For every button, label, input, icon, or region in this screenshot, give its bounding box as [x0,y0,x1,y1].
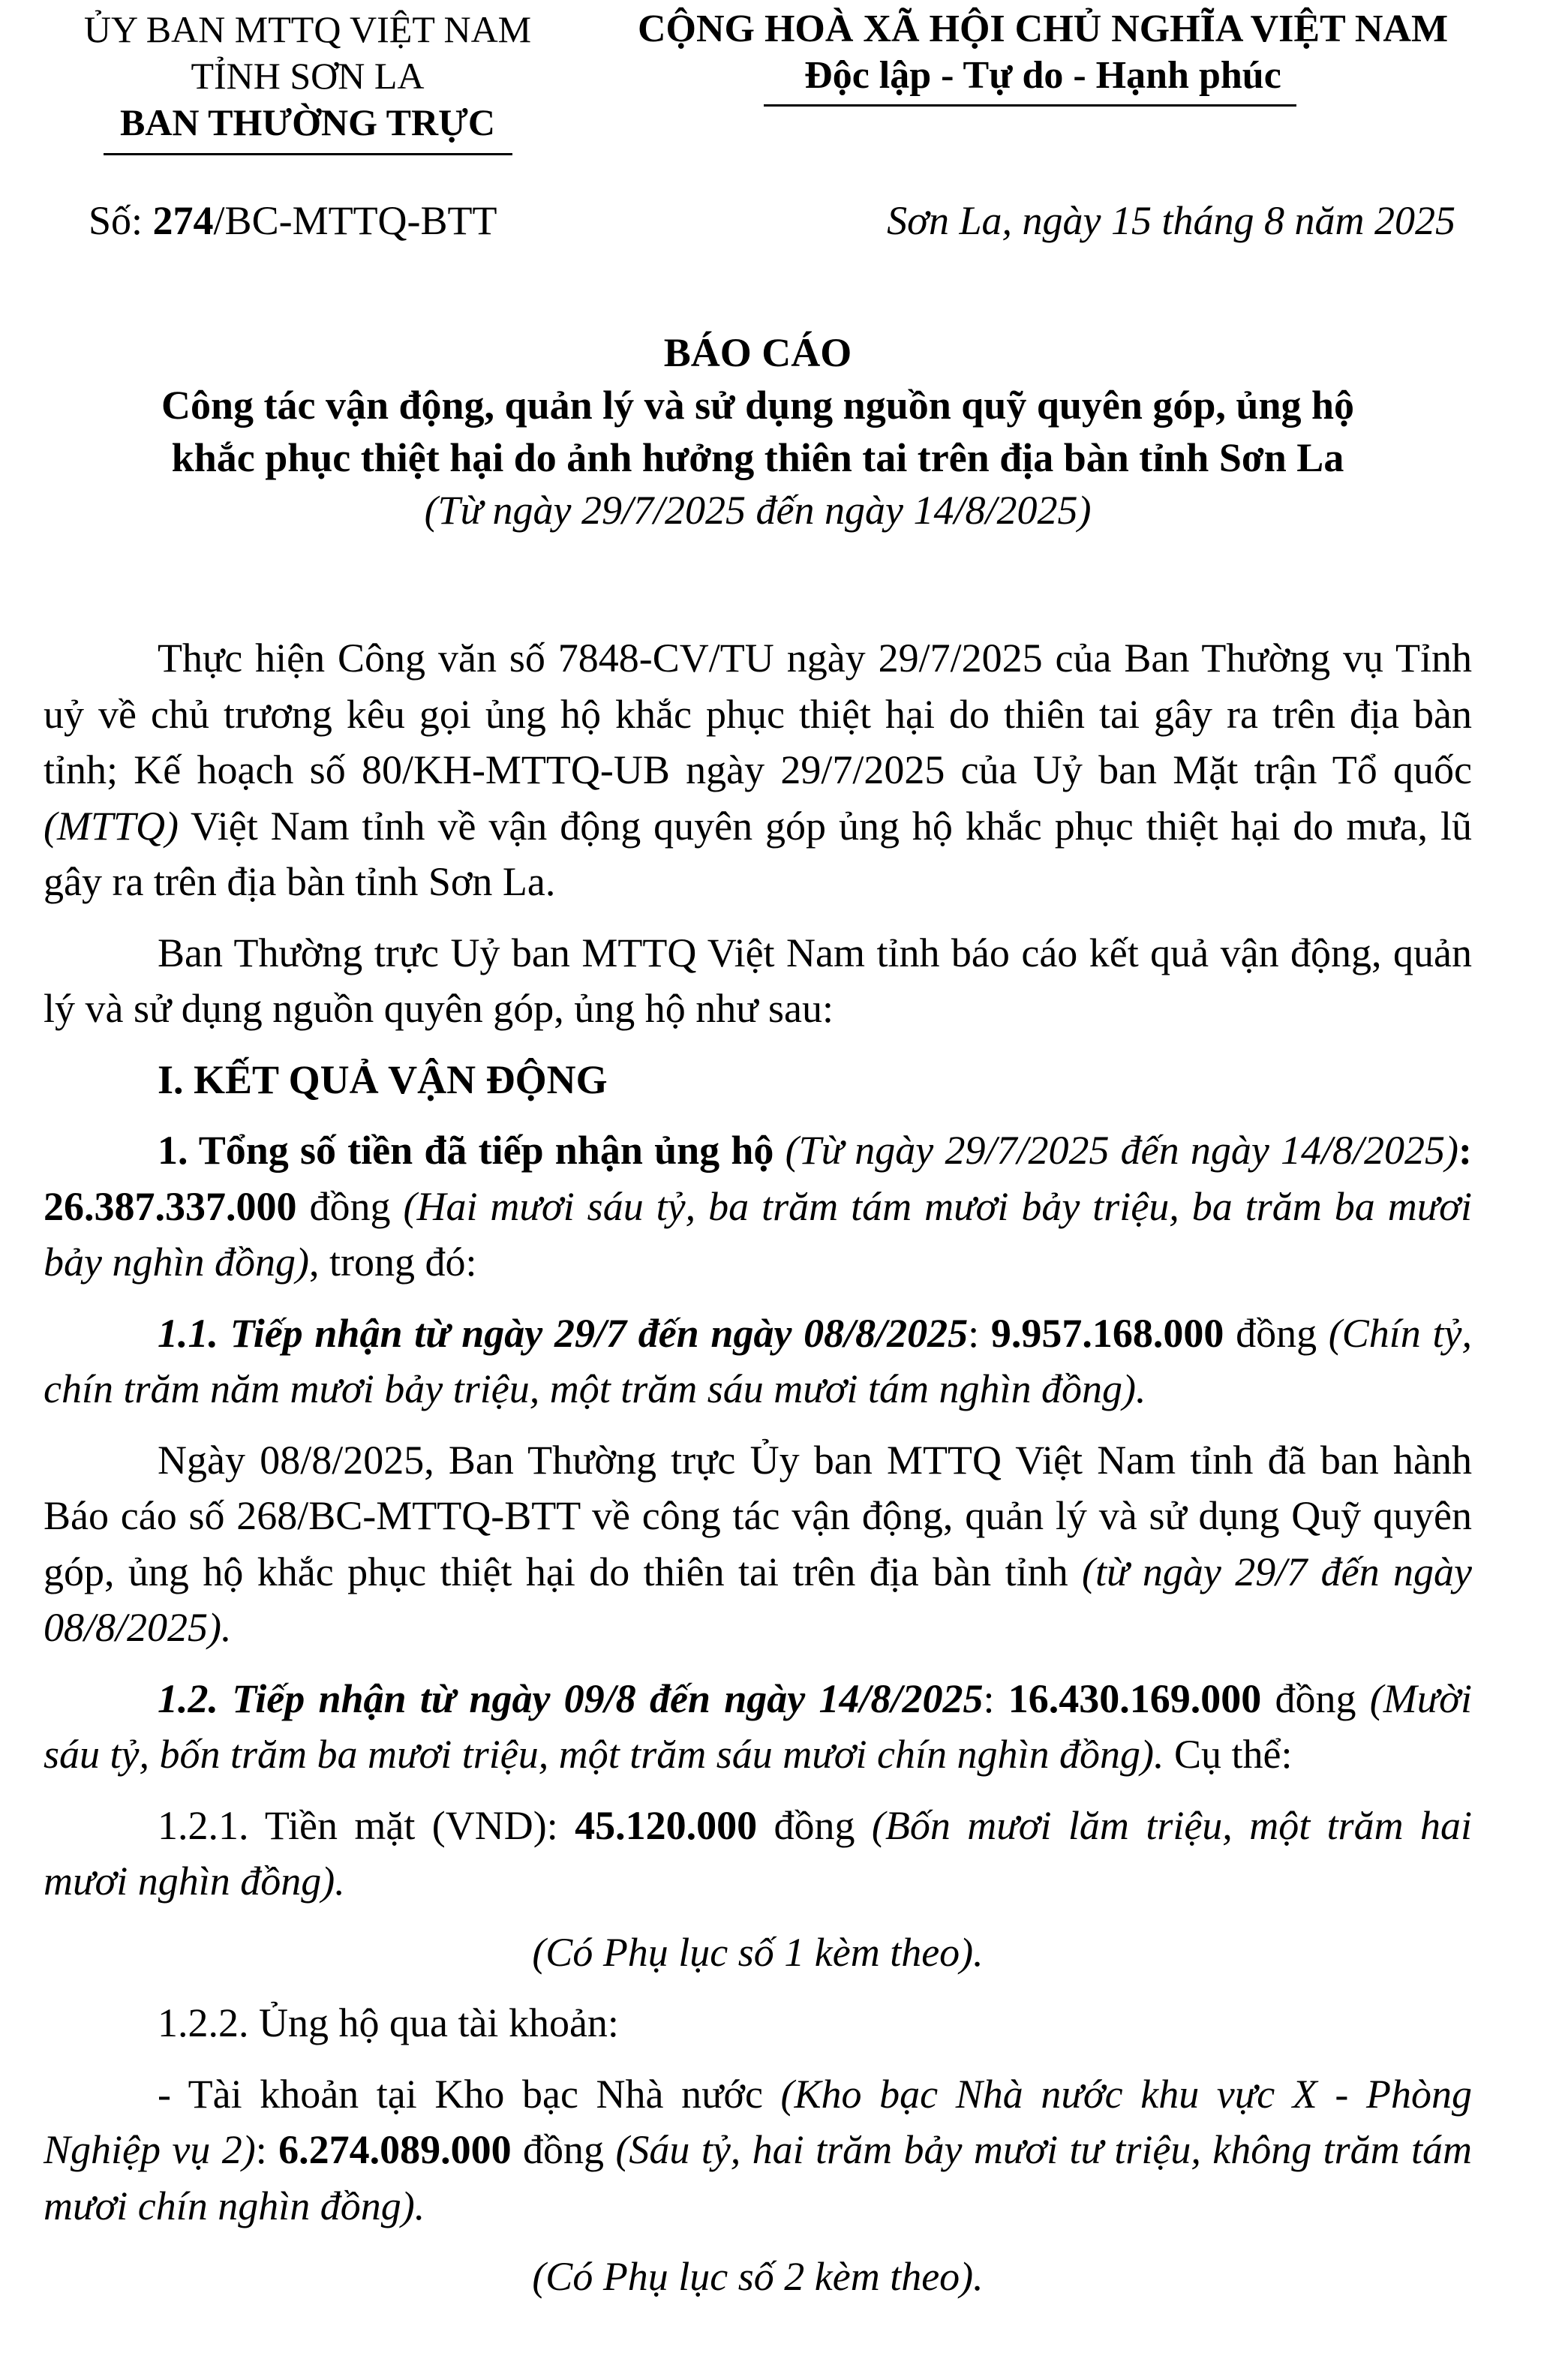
issuing-organization [45,6,570,146]
item-1-unit: đồng [296,1183,404,1229]
treasury-words: (Sáu tỷ, hai trăm bảy mươi tư triệu, không trăm tám mươi chín nghìn đồng). [44,2127,1473,2228]
nation-line-1: CỘNG HOÀ XÃ HỘI CHỦ NGHĨA VIỆT NAM [637,8,1449,50]
item-1-total [44,1122,1472,1291]
paragraph-previous-report [44,1432,1472,1656]
org-underline [104,153,512,155]
title-line-2: khắc phục thiệt hại do ảnh hưởng thiên tai trên địa bàn tỉnh Sơn La [171,435,1344,480]
treasury-account [44,2066,1472,2234]
org-line-3: BAN THƯỜNG TRỰC [119,101,496,143]
appendix-note-2: (Có Phụ lục số 2 kèm theo). [532,2254,984,2299]
item-1-2-2: 1.2.2. Ủng hộ qua tài khoản: [158,2000,619,2045]
report-body [44,630,1472,2320]
item-1-amount: : 26.387.337.000 [44,1128,1472,1229]
document-number [89,197,497,245]
motto-underline [764,104,1296,107]
basis-abbr: (MTTQ) [44,803,179,849]
item-1-1-words: (Chín tỷ, chín trăm năm mươi bảy triệu, một trăm sáu mươi tám nghìn đồng). [44,1310,1472,1411]
org-line-2: TỈNH SƠN LA [191,55,425,97]
paragraph-intro: Ban Thường trực Uỷ ban MTTQ Việt Nam tỉnh báo cáo kết quả vận động, quản lý và sử dụng nguồn quyên góp, ủng hộ như sau: [44,930,1472,1031]
item-1-2-colon: : [983,1675,1008,1721]
item-1-2-tail: Cụ thể: [1164,1732,1293,1777]
treasury-label: - Tài khoản tại Kho bạc Nhà nước [158,2071,781,2117]
title-line-1: Công tác vận động, quản lý và sử dụng nguồn quỹ quyên góp, ủng hộ [161,383,1355,428]
place-and-date: Sơn La, ngày 15 tháng 8 năm 2025 [887,198,1455,243]
previous-report-text: Ngày 08/8/2025, Ban Thường trực Ủy ban MTTQ Việt Nam tỉnh đã ban hành Báo cáo số 268/BC-MTTQ-BTT về công tác vận động, quản lý và sử dụng Quỹ quyên góp, ủng hộ khắc phục thiệt hại do thiên tai trên địa bàn tỉnh [44,1437,1472,1594]
item-1-2-1-label: 1.2.1. Tiền mặt (VND): [158,1802,575,1848]
treasury-amount: 6.274.089.000 [278,2127,512,2172]
section-heading-1: I. KẾT QUẢ VẬN ĐỘNG [158,1056,608,1102]
doc-number-value: 274 [152,198,214,243]
basis-text-end: Việt Nam tỉnh về vận động quyên góp ủng hộ khắc phục thiệt hại do mưa, lũ gây ra trên địa bàn tỉnh Sơn La. [44,803,1472,904]
title-heading: BÁO CÁO [663,330,852,375]
item-1-2 [44,1671,1472,1783]
item-1-1-amount: 9.957.168.000 [990,1310,1224,1356]
item-1-2-1 [44,1798,1472,1910]
treasury-branch: (Kho bạc Nhà nước khu vực X - Phòng Nghiệp vụ 2) [44,2071,1472,2172]
item-1-words: (Hai mươi sáu tỷ, ba trăm tám mươi bảy triệu, ba trăm ba mươi bảy nghìn đồng) [44,1183,1472,1285]
item-1-2-1-unit: đồng [757,1802,872,1848]
paragraph-basis [44,630,1472,910]
item-1-2-words: (Mười sáu tỷ, bốn trăm ba mươi triệu, một trăm sáu mươi chín nghìn đồng). [44,1675,1472,1777]
doc-number-suffix: /BC-MTTQ-BTT [213,198,497,243]
item-1-1-unit: đồng [1224,1310,1329,1356]
national-motto [570,6,1515,99]
item-1-2-amount: 16.430.169.000 [1008,1675,1262,1721]
basis-text: Thực hiện Công văn số 7848-CV/TU ngày 29/7/2025 của Ban Thường vụ Tỉnh uỷ về chủ trương kêu gọi ủng hộ khắc phục thiệt hại do thiên tai gây ra trên địa bàn tỉnh; Kế hoạch số 80/KH-MTTQ-UB ngày 29/7/2025 của Uỷ ban Mặt trận Tổ quốc [44,636,1472,792]
title-period: (Từ ngày 29/7/2025 đến ngày 14/8/2025) [424,488,1092,533]
doc-number-prefix: Số: [89,198,153,243]
treasury-unit: đồng [511,2127,616,2172]
item-1-1 [44,1306,1472,1417]
org-line-1: ỦY BAN MTTQ VIỆT NAM [83,8,532,50]
appendix-note-1: (Có Phụ lục số 1 kèm theo). [532,1929,984,1975]
report-title [45,326,1470,536]
nation-line-2: Độc lập - Tự do - Hạnh phúc [804,54,1281,97]
item-1-2-1-amount: 45.120.000 [575,1802,758,1848]
item-1-period: (Từ ngày 29/7/2025 đến ngày 14/8/2025) [773,1128,1459,1173]
item-1-tail: , trong đó: [308,1240,477,1285]
treasury-colon: : [255,2127,279,2172]
item-1-label: 1. Tổng số tiền đã tiếp nhận ủng hộ [158,1128,774,1173]
previous-report-period: (từ ngày 29/7 đến ngày 08/8/2025). [44,1549,1472,1650]
item-1-1-colon: : [968,1310,991,1356]
item-1-2-label: 1.2. Tiếp nhận từ ngày 09/8 đến ngày 14/8/2025 [158,1675,984,1721]
item-1-2-unit: đồng [1261,1675,1370,1721]
item-1-1-label: 1.1. Tiếp nhận từ ngày 29/7 đến ngày 08/8/2025 [158,1310,969,1356]
item-1-2-1-words: (Bốn mươi lăm triệu, một trăm hai mươi nghìn đồng). [44,1802,1473,1904]
